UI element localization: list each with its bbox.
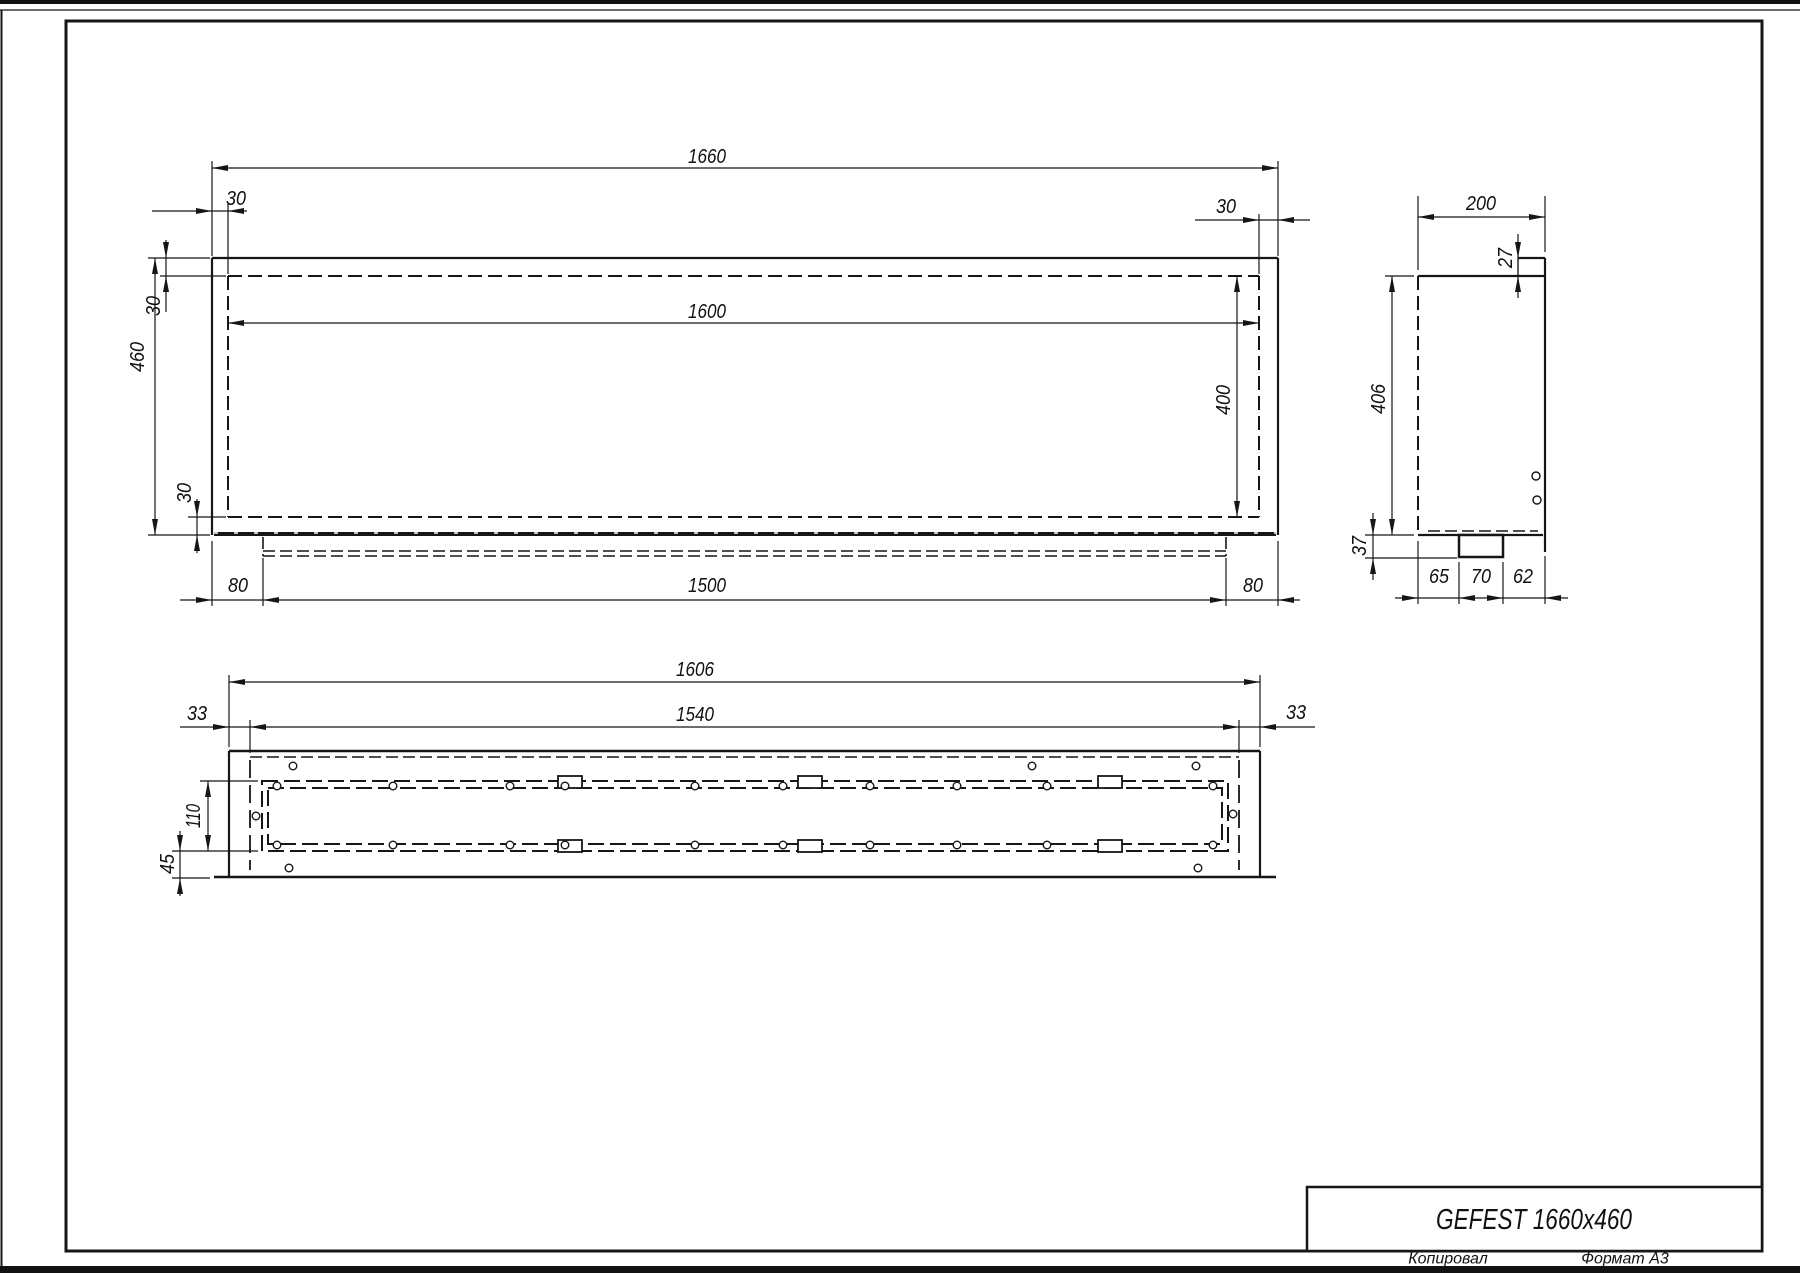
- dim-front-overall-height: 460: [127, 338, 149, 372]
- title-block: [1307, 1187, 1762, 1251]
- bottom-view-dimensions: [157, 659, 1315, 896]
- side-view-geometry: [1418, 258, 1545, 557]
- dim-bottom-offset-right: 33: [1286, 702, 1306, 724]
- side-hole-lower: [1533, 496, 1541, 504]
- front-burner-tray-hidden: [263, 537, 1226, 556]
- dim-bottom-inner-width: 1540: [676, 704, 714, 726]
- front-view: [127, 146, 1310, 606]
- dim-front-tray-length: 1500: [688, 575, 726, 597]
- dim-bottom-flange-width: 45: [157, 851, 179, 874]
- dim-front-inner-width: 1600: [688, 301, 726, 323]
- dim-bottom-slot-height: 110: [183, 796, 205, 828]
- dim-front-tray-offset-left: 80: [228, 575, 248, 597]
- mounting-holes: [252, 762, 1237, 872]
- dim-front-bottom-wall: 30: [174, 480, 196, 503]
- scan-edge-top: [0, 0, 1800, 4]
- side-view: [1349, 193, 1568, 604]
- dim-front-overall-width: 1660: [688, 146, 726, 168]
- dim-side-seg-mid: 70: [1471, 566, 1491, 588]
- front-hidden-opening: [228, 276, 1259, 517]
- footer-stamp-row: [1408, 1251, 1669, 1268]
- dim-side-seg-right: 62: [1513, 566, 1533, 588]
- scan-edge-bottom: [0, 1266, 1800, 1273]
- dim-front-left-wall: 30: [226, 188, 246, 210]
- dim-front-top-wall: 30: [143, 293, 165, 316]
- dim-bottom-offset-left: 33: [187, 703, 207, 725]
- dim-bottom-overall-width: 1606: [676, 659, 715, 681]
- burner-slot-outer-hidden: [262, 781, 1228, 851]
- title-block-product-name: GEFEST 1660x460: [1436, 1204, 1632, 1236]
- side-gas-block: [1459, 535, 1503, 557]
- dim-front-tray-offset-right: 80: [1243, 575, 1263, 597]
- front-view-geometry: [212, 258, 1278, 556]
- dim-side-body-height: 406: [1368, 380, 1390, 414]
- dim-side-front-lip: 27: [1495, 245, 1517, 268]
- dim-side-seg-left: 65: [1429, 566, 1450, 588]
- drawing-frame: [66, 21, 1762, 1251]
- bottom-view: [157, 659, 1315, 896]
- dim-side-foot-height: 37: [1349, 533, 1371, 556]
- footer-copied-by: Копировал: [1408, 1250, 1488, 1268]
- dim-side-depth: 200: [1465, 193, 1496, 215]
- footer-format: Формат А3: [1581, 1250, 1669, 1268]
- front-view-dimensions: [127, 146, 1310, 606]
- burner-slot-inner-hidden: [268, 788, 1222, 844]
- dim-front-opening-height: 400: [1213, 381, 1235, 415]
- dim-front-right-wall: 30: [1216, 196, 1236, 218]
- bottom-view-geometry: [214, 751, 1276, 877]
- side-hole-upper: [1532, 472, 1540, 480]
